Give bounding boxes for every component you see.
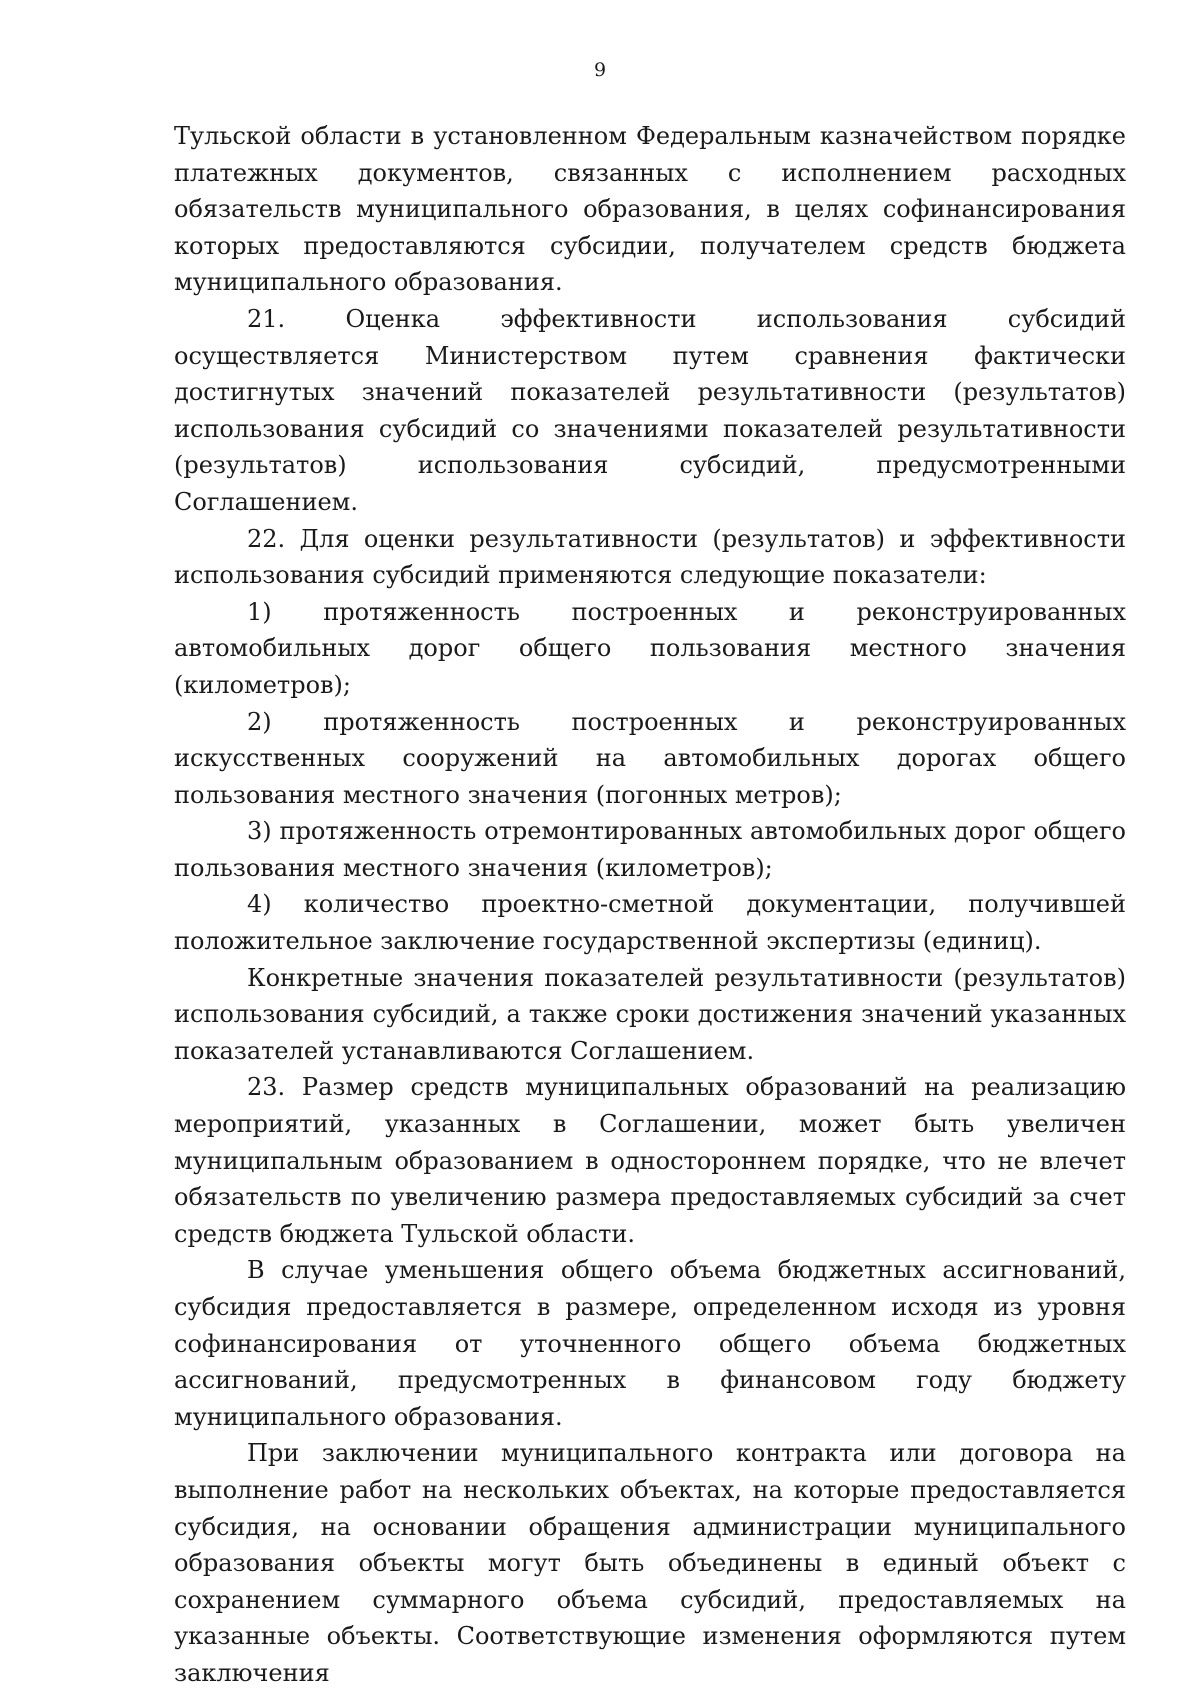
paragraph-specific-values: Конкретные значения показателей результативности (результатов) использования субсидий, а также сроки достижения значений указанных показателей устанавливаются Соглашением. [174,963,1126,1065]
indicator-4: 4) количество проектно-сметной документации, получившей положительное заключение государственной экспертизы (единиц). [174,890,1126,956]
indicator-1: 1) протяженность построенных и реконструированных автомобильных дорог общего пользования местного значения (километров); [174,597,1126,699]
paragraph-item-21: 21. Оценка эффективности использования субсидий осуществляется Министерством путем сравнения фактически достигнутых значений показателей результативности (результатов) использования субсидий со значениями показателей результативности (результатов) использования субсидий, предусмотренными Соглашением. [174,304,1126,516]
paragraph-item-23: 23. Размер средств муниципальных образований на реализацию мероприятий, указанных в Соглашении, может быть увеличен муниципальным образованием в одностороннем порядке, что не влечет обязательств по увеличению размера предоставляемых субсидий за счет средств бюджета Тульской области. [174,1073,1126,1248]
indicator-2: 2) протяженность построенных и реконструированных искусственных сооружений на автомобильных дорогах общего пользования местного значения (погонных метров); [174,707,1126,809]
paragraph-contract-merge: При заключении муниципального контракта или договора на выполнение работ на нескольких объектах, на которые предоставляется субсидия, на основании обращения администрации муниципального образования объекты могут быть объединены в единый объект с сохранением суммарного объема субсидий, предоставляемых на указанные объекты. Соответствующие изменения оформляются путем заключения [174,1439,1126,1687]
paragraph-budget-reduction: В случае уменьшения общего объема бюджетных ассигнований, субсидия предоставляется в размере, определенном исходя из уровня софинансирования от уточненного общего объема бюджетных ассигнований, предусмотренных в финансовом году бюджету муниципального образования. [174,1256,1126,1431]
paragraph-continuation: Тульской области в установленном Федеральным казначейством порядке платежных документов, связанных с исполнением расходных обязательств муниципального образования, в целях софинансирования которых предоставляются субсидии, получателем средств бюджета муниципального образования. [174,122,1126,297]
indicator-3: 3) протяженность отремонтированных автомобильных дорог общего пользования местного значения (километров); [174,817,1126,882]
paragraph-item-22: 22. Для оценки результативности (результатов) и эффективности использования субсидий применяются следующие показатели: [174,524,1126,590]
page-number: 9 [593,59,607,81]
document-body [174,118,1126,1692]
